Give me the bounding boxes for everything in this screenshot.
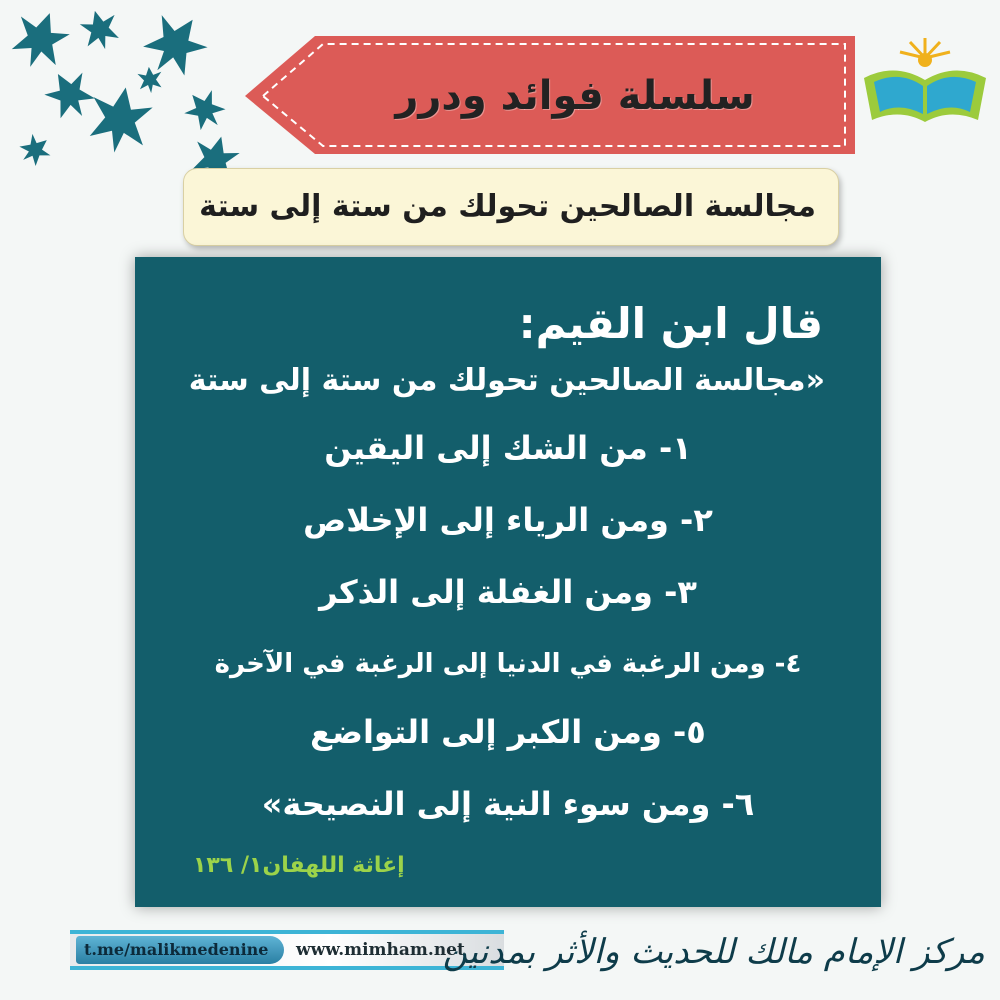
leaves-decoration [0,0,260,190]
open-book-logo-icon [860,28,990,128]
quote-panel [135,257,881,907]
source-citation: إغاثة اللهفان١/ ١٣٦ [193,853,405,878]
leaf-icon [77,6,122,54]
panel-heading: قال ابن القيم: [518,299,823,348]
leaf-icon [85,82,156,157]
center-name-logo: مركز الإمام مالك للحديث والأثر بمدنين [442,932,985,972]
subtitle: مجالسة الصالحين تحولك من ستة إلى ستة [199,189,816,224]
point-5: ٥- ومن الكبر إلى التواضع [310,713,706,751]
website-link[interactable]: www.mimham.net [296,940,465,960]
leaf-icon [6,4,74,76]
telegram-link[interactable]: t.me/malikmedenine [76,936,284,964]
point-6: ٦- ومن سوء النية إلى النصيحة» [261,785,755,823]
leaf-icon [39,63,101,127]
point-4: ٤- ومن الرغبة في الدنيا إلى الرغبة في الآخرة [214,649,802,679]
links-bar [70,930,504,970]
subtitle-box [183,168,839,246]
series-title: سلسلة فوائد ودرر [395,73,755,119]
point-2: ٢- ومن الرياء إلى الإخلاص [303,501,713,539]
leaf-icon [137,66,163,94]
point-1: ١- من الشك إلى اليقين [324,429,692,467]
point-3: ٣- ومن الغفلة إلى الذكر [319,573,697,611]
leaf-icon [14,129,56,170]
leaf-icon [178,83,231,136]
quote-intro: «مجالسة الصالحين تحولك من ستة إلى ستة [188,363,825,398]
